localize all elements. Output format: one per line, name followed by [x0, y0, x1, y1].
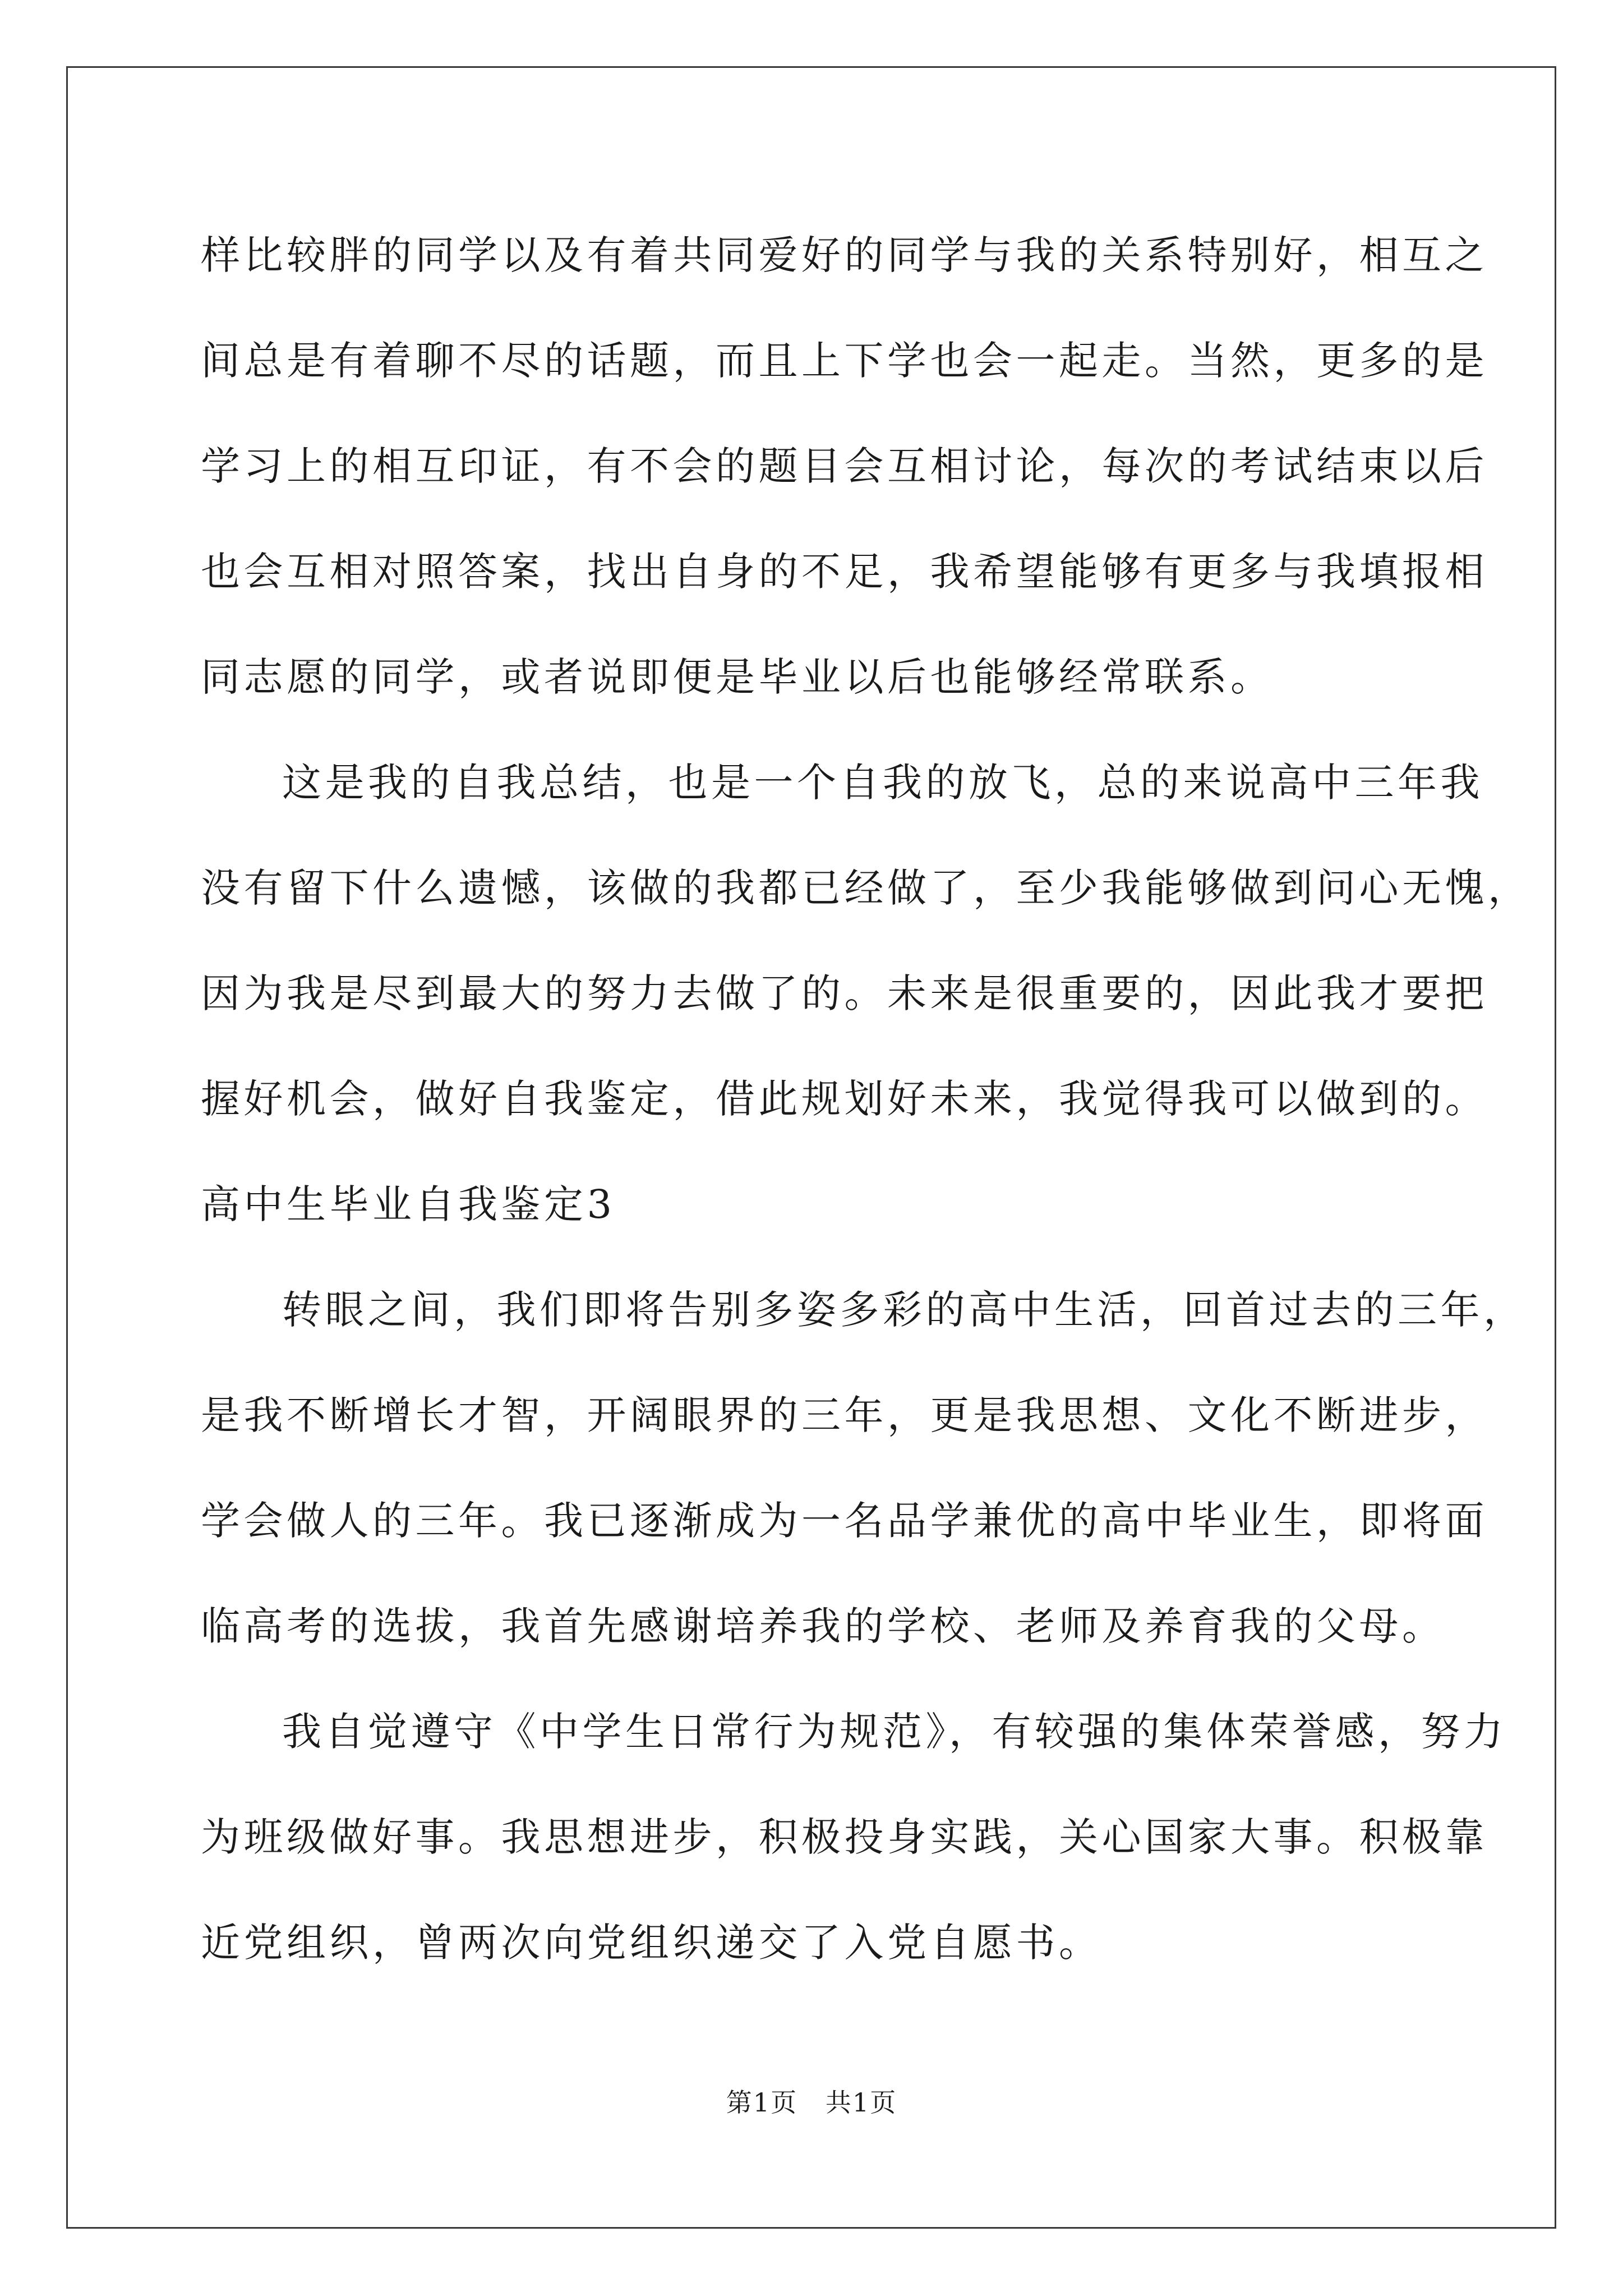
text-line-11: 转眼之间，我们即将告别多姿多彩的高中生活，回首过去的三年， — [282, 1287, 1527, 1333]
text-line-3: 学习上的相互印证，有不会的题目会互相讨论，每次的考试结束以后 — [201, 443, 1488, 489]
text-line-14: 临高考的选拔，我首先感谢培养我的学校、老师及养育我的父母。 — [201, 1603, 1445, 1649]
text-line-5: 同志愿的同学，或者说即便是毕业以后也能够经常联系。 — [201, 654, 1274, 700]
section-heading: 高中生毕业自我鉴定3 — [201, 1181, 616, 1227]
text-line-13: 学会做人的三年。我已逐渐成为一名品学兼优的高中毕业生，即将面 — [201, 1498, 1488, 1544]
text-line-12: 是我不断增长才智，开阔眼界的三年，更是我思想、文化不断进步， — [201, 1392, 1488, 1438]
text-line-8: 因为我是尽到最大的努力去做了的。未来是很重要的，因此我才要把 — [201, 970, 1488, 1016]
text-line-1: 样比较胖的同学以及有着共同爱好的同学与我的关系特别好，相互之 — [201, 232, 1488, 278]
text-line-17: 近党组织，曾两次向党组织递交了入党自愿书。 — [201, 1920, 1102, 1966]
text-line-6: 这是我的自我总结，也是一个自我的放飞，总的来说高中三年我 — [282, 760, 1483, 806]
text-line-4: 也会互相对照答案，找出自身的不足，我希望能够有更多与我填报相 — [201, 549, 1488, 595]
document-body — [201, 210, 1531, 2003]
text-line-15: 我自觉遵守《中学生日常行为规范》，有较强的集体荣誉感，努力 — [282, 1709, 1507, 1755]
text-line-16: 为班级做好事。我思想进步，积极投身实践，关心国家大事。积极靠 — [201, 1814, 1488, 1860]
text-line-9: 握好机会，做好自我鉴定，借此规划好未来，我觉得我可以做到的。 — [201, 1076, 1488, 1122]
page-footer: 第1页 共1页 — [726, 2087, 897, 2118]
text-line-2: 间总是有着聊不尽的话题，而且上下学也会一起走。当然，更多的是 — [201, 338, 1488, 384]
text-line-7: 没有留下什么遗憾，该做的我都已经做了，至少我能够做到问心无愧， — [201, 865, 1531, 911]
